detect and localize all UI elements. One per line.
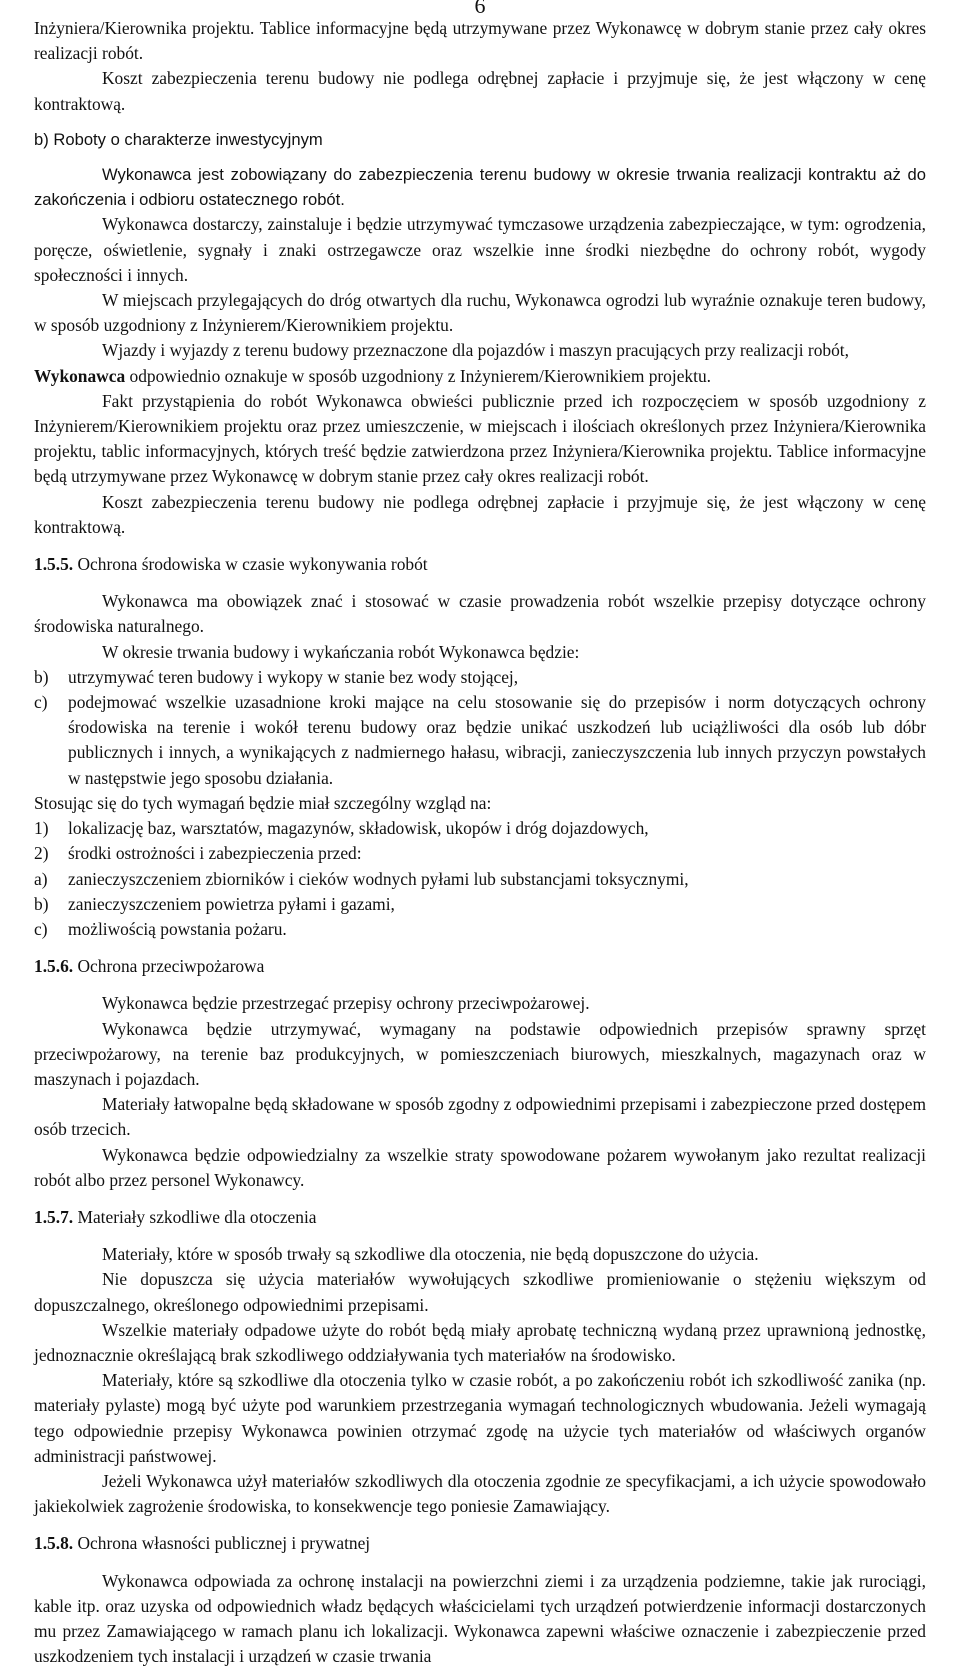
list-label: 2) — [34, 843, 49, 864]
list-label: c) — [34, 692, 48, 713]
paragraph: Materiały, które są szkodliwe dla otoczenia tylko w czasie robót, a po zakończeniu robót ich szkodliwość zanika (np. materiały pylaste) mogą być użyte pod warunkiem przestrzegania wymagań technologicznych wbudowania. Jeżeli wymagają tego odpowiednie przepisy Wykonawca powinien otrzymać zgodę na użycie tych materiałów od właściwych organów administracji państwowej. — [34, 1370, 926, 1466]
paragraph: Wykonawca będzie przestrzegać przepisy ochrony przeciwpożarowej. — [102, 993, 590, 1014]
paragraph: Wjazdy i wyjazdy z terenu budowy przeznaczone dla pojazdów i maszyn pracujących przy realizacji robót, — [102, 340, 849, 361]
paragraph: Wykonawca odpowiada za ochronę instalacji na powierzchni ziemi i za urządzenia podziemne, takie jak rurociągi, kable itp. oraz uzyska od odpowiednich władz będących właścicielami tych urządzeń potwierdzenie informacji dostarczonych mu przez Zamawiającego w ramach planu ich lokalizacji. Wykonawca zapewni właściwe oznaczenie i zabezpieczenie przed uszkodzeniem tych instalacji i urządzeń w czasie trwania — [34, 1570, 926, 1667]
document-body — [34, 16, 926, 1669]
section-title: Ochrona własności publicznej i prywatnej — [73, 1533, 371, 1554]
list-label: 1) — [34, 818, 49, 839]
list-text: utrzymywać teren budowy i wykopy w stanie bez wody stojącej, — [68, 666, 519, 687]
section-b-title: Roboty o charakterze inwestycyjnym — [53, 129, 323, 149]
list-item — [34, 690, 926, 791]
list-text: możliwością powstania pożaru. — [68, 918, 287, 939]
paragraph: W miejscach przylegających do dróg otwartych dla ruchu, Wykonawca ogrodzi lub wyraźnie oznakuje teren budowy, w sposób uzgodniony z Inżynierem/Kierownikiem projektu. — [34, 290, 926, 336]
section-heading-1-5-5 — [34, 552, 926, 577]
paragraph: Wykonawca jest zobowiązany do zabezpieczenia terenu budowy w okresie trwania realizacji kontraktu aż do zakończenia i odbioru ostatecznego robót. — [34, 165, 926, 210]
section-b-label: b) — [34, 129, 49, 149]
paragraph: Stosując się do tych wymagań będzie miał szczególny wzgląd na: — [34, 792, 492, 813]
paragraph: Koszt zabezpieczenia terenu budowy nie podlega odrębnej zapłacie i przyjmuje się, że jest włączony w cenę kontraktową. — [34, 491, 926, 537]
list-text: podejmować wszelkie uzasadnione kroki mające na celu stosowanie się do przepisów i norm dotyczących ochrony środowiska na terenie i wokół terenu budowy oraz będzie unikać uszkodzeń lub uciążliwości dla osób lub dóbr publicznych i innych, a wynikających z nadmiernego hałasu, wibracji, zanieczyszczenia lub innych przyczyn powstałych w następstwie jego sposobu działania. — [68, 692, 926, 788]
section-number: 1.5.7. — [34, 1206, 74, 1227]
list-label: a) — [34, 868, 48, 889]
list-item — [34, 867, 926, 892]
paragraph: Jeżeli Wykonawca użył materiałów szkodliwych dla otoczenia zgodnie ze specyfikacjami, a ich użycie spowodowało jakiekolwiek zagrożenie środowiska, to konsekwencje tego poniesie Zamawiający. — [34, 1470, 926, 1517]
paragraph: Inżyniera/Kierownika projektu. Tablice informacyjne będą utrzymywane przez Wykonawcę w dobrym stanie przez cały okres realizacji robót. — [34, 18, 926, 64]
list-text: zanieczyszczeniem zbiorników i cieków wodnych pyłami lub substancjami toksycznymi, — [68, 868, 689, 889]
list-label: b) — [34, 666, 49, 687]
paragraph: Wykonawca będzie odpowiedzialny za wszelkie straty spowodowane pożarem wywołanym jako rezultat realizacji robót albo przez personel Wykonawcy. — [34, 1144, 926, 1190]
list-item — [34, 665, 926, 690]
paragraph-text: odpowiednio oznakuje w sposób uzgodniony z Inżynierem/Kierownikiem projektu. — [125, 365, 711, 386]
section-heading-1-5-7 — [34, 1205, 926, 1230]
paragraph: W okresie trwania budowy i wykańczania robót Wykonawca będzie: — [102, 641, 580, 662]
list-item — [34, 917, 926, 942]
list-item — [34, 841, 926, 866]
paragraph: Wszelkie materiały odpadowe użyte do robót będą miały aprobatę techniczną wydaną przez uprawnioną jednostkę, jednoznacznie określającą brak szkodliwego oddziaływania tych materiałów na środowisko. — [34, 1319, 926, 1365]
section-number: 1.5.6. — [34, 956, 74, 977]
section-heading-1-5-6 — [34, 954, 926, 979]
list-label: c) — [34, 918, 48, 939]
paragraph: Koszt zabezpieczenia terenu budowy nie podlega odrębnej zapłacie i przyjmuje się, że jest włączony w cenę kontraktową. — [34, 68, 926, 114]
list-text: środki ostrożności i zabezpieczenia przed: — [68, 843, 362, 864]
list-text: zanieczyszczeniem powietrza pyłami i gazami, — [68, 893, 395, 914]
bold-term: Wykonawca — [34, 365, 126, 386]
section-title: Materiały szkodliwe dla otoczenia — [73, 1206, 317, 1227]
paragraph — [34, 364, 926, 389]
page-number: 6 — [474, 0, 486, 18]
section-title: Ochrona przeciwpożarowa — [73, 956, 265, 977]
section-number: 1.5.5. — [34, 554, 74, 575]
paragraph: Fakt przystąpienia do robót Wykonawca obwieści publicznie przed ich rozpoczęciem w sposób uzgodniony z Inżynierem/Kierownikiem projektu oraz przez umieszczenie, w miejscach i ilościach określonych przez Inżyniera/Kierownika projektu, tablic informacyjnych, których treść będzie zatwierdzona przez Inżyniera/Kierownika projektu. Tablice informacyjne będą utrzymywane przez Wykonawcę w dobrym stanie przez cały okres realizacji robót. — [34, 390, 926, 487]
paragraph: Wykonawca dostarczy, zainstaluje i będzie utrzymywać tymczasowe urządzenia zabezpieczające, w tym: ogrodzenia, poręcze, oświetlenie, sygnały i znaki ostrzegawcze oraz wszelkie inne środki niezbędne do ochrony robót, wygody społeczności i innych. — [34, 214, 926, 285]
list-item — [34, 892, 926, 917]
section-b-heading — [34, 127, 926, 152]
section-heading-1-5-8 — [34, 1531, 926, 1556]
paragraph: Materiały łatwopalne będą składowane w sposób zgodny z odpowiednimi przepisami i zabezpieczone przed dostępem osób trzecich. — [34, 1094, 926, 1140]
paragraph: Wykonawca ma obowiązek znać i stosować w czasie prowadzenia robót wszelkie przepisy dotyczące ochrony środowiska naturalnego. — [34, 591, 926, 637]
section-title: Ochrona środowiska w czasie wykonywania robót — [73, 554, 428, 575]
paragraph: Wykonawca będzie utrzymywać, wymagany na podstawie odpowiednich przepisów sprawny sprzęt przeciwpożarowy, na terenie baz produkcyjnych, w pomieszczeniach biurowych, mieszkalnych, magazynach oraz w maszynach i pojazdach. — [34, 1018, 926, 1089]
paragraph: Materiały, które w sposób trwały są szkodliwe dla otoczenia, nie będą dopuszczone do użycia. — [102, 1244, 759, 1265]
section-number: 1.5.8. — [34, 1533, 74, 1554]
list-item — [34, 816, 926, 841]
list-label: b) — [34, 893, 49, 914]
paragraph: Nie dopuszcza się użycia materiałów wywołujących szkodliwe promieniowanie o stężeniu większym od dopuszczalnego, określonego odpowiednimi przepisami. — [34, 1269, 926, 1315]
list-text: lokalizację baz, warsztatów, magazynów, składowisk, ukopów i dróg dojazdowych, — [68, 818, 649, 839]
